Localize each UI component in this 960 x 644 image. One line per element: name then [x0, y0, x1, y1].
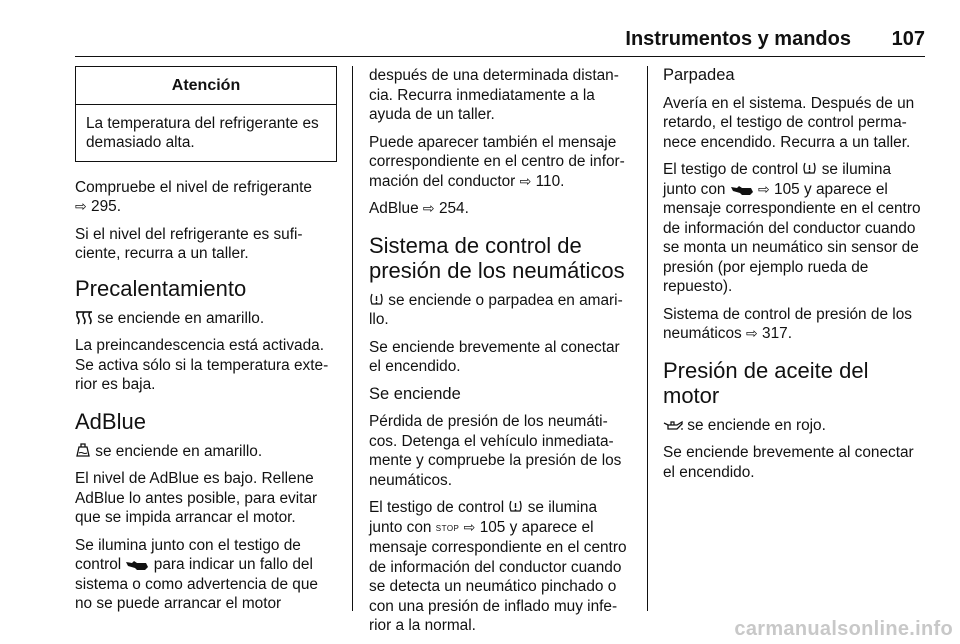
- text-line: sistema o como advertencia de que: [75, 575, 318, 593]
- text-line: [663, 324, 927, 344]
- ref-arrow-icon: ⇨: [758, 180, 770, 197]
- text-line: Sistema de control de presión de los: [663, 305, 912, 323]
- ref-arrow-icon: ⇨: [422, 200, 435, 216]
- text-line: después de una determinada distan-: [369, 67, 619, 84]
- text: se enciende en amarillo.: [97, 309, 265, 327]
- heading-tpms: [369, 233, 633, 283]
- ref-arrow-icon: ⇨: [75, 198, 87, 214]
- text-line: cia. Recurra inmediatamente a la: [369, 86, 595, 104]
- adblue-icon: [75, 443, 91, 458]
- text-line: [75, 555, 337, 575]
- tire-pressure-icon: [508, 499, 523, 514]
- text-line: [663, 416, 927, 436]
- text-line: [369, 291, 633, 311]
- preheat-paragraph: [75, 336, 337, 395]
- text-line: no se puede arrancar el motor: [75, 595, 282, 612]
- text-line: rior es baja.: [75, 376, 156, 393]
- text-line: retardo, el testigo de control perma-: [663, 114, 907, 131]
- text: junto con: [663, 180, 726, 198]
- text-line: La temperatura del refrigerante es: [86, 114, 319, 132]
- text-line: neumáticos.: [369, 471, 452, 489]
- warning-box-body: [76, 105, 336, 161]
- tpms-status: [369, 291, 633, 330]
- text-line: [663, 180, 927, 200]
- text-line: [369, 498, 633, 518]
- text-line: Avería en el sistema. Después de un: [663, 94, 915, 112]
- warning-box-title: Atención: [76, 67, 336, 105]
- text: control: [75, 556, 122, 573]
- text-line: se monta un neumático sin sensor de: [663, 239, 919, 256]
- text-line: llo.: [369, 311, 389, 328]
- coolant-level-paragraph: [75, 225, 337, 264]
- text: El testigo de control: [663, 161, 799, 178]
- text: junto con: [369, 518, 432, 536]
- ref-arrow-icon: ⇨: [746, 325, 758, 341]
- column-divider-1: [352, 66, 353, 611]
- text-line: presión de los neumáticos: [369, 257, 625, 283]
- text-line: con una presión de inflado muy infe-: [369, 597, 618, 615]
- text: mación del conductor: [369, 172, 516, 190]
- tpms-ref-paragraph: [663, 305, 927, 344]
- blink-paragraph: [663, 94, 927, 153]
- text: para indicar un fallo del: [153, 556, 313, 573]
- text-line: mensaje correspondiente en el centro: [369, 539, 627, 556]
- text-line: nece encendido. Recurra a un taller.: [663, 133, 911, 151]
- heading-preheat: Precalentamiento: [75, 275, 247, 301]
- pressure-loss-paragraph: [369, 412, 633, 490]
- text-line: el encendido.: [663, 463, 755, 481]
- text: se enciende en amarillo.: [95, 442, 263, 460]
- text-line: se detecta un neumático pinchado o: [369, 578, 617, 595]
- warning-box: [75, 66, 337, 162]
- text: neumáticos: [663, 325, 742, 342]
- column-divider-2: [647, 66, 648, 611]
- text-line: de información del conductor cuando: [369, 558, 622, 576]
- page-ref[interactable]: 105 y aparece el: [479, 518, 594, 536]
- oil-status: [663, 416, 927, 436]
- glow-plug-icon: [75, 311, 93, 325]
- text-line: de información del conductor cuando: [663, 219, 916, 237]
- header-rule: [75, 56, 925, 57]
- oil-on-paragraph: [663, 443, 927, 482]
- text-line: Pérdida de presión de los neumáti-: [369, 413, 608, 430]
- tire-pressure-icon: [802, 161, 817, 176]
- text-line: [75, 197, 337, 217]
- ref-arrow-icon: ⇨: [463, 518, 476, 535]
- continued-paragraph: [369, 66, 633, 125]
- text-line: que se impida arrancar el motor.: [75, 509, 296, 526]
- text-line: Sistema de control de: [369, 232, 582, 258]
- text: se ilumina: [527, 499, 598, 516]
- text: se enciende o parpadea en amari-: [388, 291, 623, 309]
- tire-pressure-icon: [369, 292, 384, 307]
- text-line: [369, 199, 633, 219]
- text-line: correspondiente en el centro de infor-: [369, 153, 625, 170]
- page-ref[interactable]: 105 y aparece el: [774, 180, 888, 198]
- stop-icon: STOP: [435, 523, 460, 533]
- text-line: Compruebe el nivel de refrigerante: [75, 178, 312, 196]
- text-line: [369, 172, 633, 192]
- text-line: Se enciende brevemente al conectar: [663, 444, 914, 461]
- page-ref[interactable]: 295.: [91, 198, 121, 215]
- text: se enciende en rojo.: [687, 416, 826, 434]
- page-header: [75, 24, 925, 54]
- column-1: [75, 66, 337, 622]
- tpms-stop-paragraph: [369, 498, 633, 636]
- header-title: Instrumentos y mandos: [625, 28, 851, 50]
- text-line: El nivel de AdBlue es bajo. Rellene: [75, 470, 314, 487]
- text-line: Se ilumina junto con el testigo de: [75, 536, 301, 554]
- text-line: demasiado alta.: [86, 134, 195, 151]
- page-ref[interactable]: 110.: [535, 172, 565, 190]
- text-line: mente y compruebe la presión de los: [369, 452, 622, 469]
- text-line: [75, 309, 337, 329]
- text-line: cos. Detenga el vehículo inmediata-: [369, 432, 614, 450]
- text-line: [369, 518, 633, 539]
- column-3: [663, 66, 927, 490]
- text-line: el encendido.: [369, 358, 461, 375]
- text-line: Puede aparecer también el mensaje: [369, 133, 617, 151]
- heading-parpadea: Parpadea: [663, 66, 735, 84]
- adblue-paragraph: [75, 469, 337, 528]
- tpms-on-paragraph: [369, 338, 633, 377]
- wrench-service-icon: [730, 184, 754, 196]
- tpms-service-paragraph: [663, 160, 927, 297]
- text-line: AdBlue lo antes posible, para evitar: [75, 489, 318, 507]
- heading-oil-pressure: Presión de aceite del motor: [663, 357, 869, 408]
- column-2: [369, 66, 633, 644]
- page-ref[interactable]: 317.: [762, 325, 792, 342]
- text-line: La preincandescencia está activada.: [75, 337, 324, 354]
- ref-arrow-icon: ⇨: [519, 172, 532, 189]
- text-line: Se activa sólo si la temperatura exte-: [75, 356, 329, 374]
- text-line: ciente, recurra a un taller.: [75, 245, 249, 262]
- page-number: 107: [891, 28, 925, 50]
- page-ref[interactable]: 254.: [438, 200, 469, 217]
- text-line: mensaje correspondiente en el centro: [663, 200, 921, 217]
- coolant-check-paragraph: [75, 178, 337, 217]
- preheat-status: [75, 309, 337, 329]
- text-line: Si el nivel del refrigerante es sufi-: [75, 225, 303, 243]
- text-line: repuesto).: [663, 278, 733, 295]
- text-line: [75, 442, 337, 462]
- adblue-ref-paragraph: [369, 199, 633, 219]
- text-line: rior a la normal.: [369, 617, 476, 634]
- message-paragraph: [369, 133, 633, 192]
- adblue-status: [75, 442, 337, 462]
- wrench-service-icon: [125, 559, 149, 571]
- text-line: presión (por ejemplo rueda de: [663, 258, 869, 276]
- watermark: carmanualsonline.info: [734, 618, 953, 640]
- text: se ilumina: [821, 161, 892, 178]
- heading-se-enciende: Se enciende: [369, 384, 461, 403]
- text-line: [663, 160, 927, 180]
- text: El testigo de control: [369, 499, 505, 516]
- oil-can-icon: [663, 420, 683, 432]
- text: AdBlue: [369, 200, 419, 217]
- adblue-fault-paragraph: [75, 536, 337, 614]
- text-line: Se enciende brevemente al conectar: [369, 338, 620, 356]
- heading-adblue: AdBlue: [75, 408, 146, 434]
- text-line: ayuda de un taller.: [369, 106, 495, 123]
